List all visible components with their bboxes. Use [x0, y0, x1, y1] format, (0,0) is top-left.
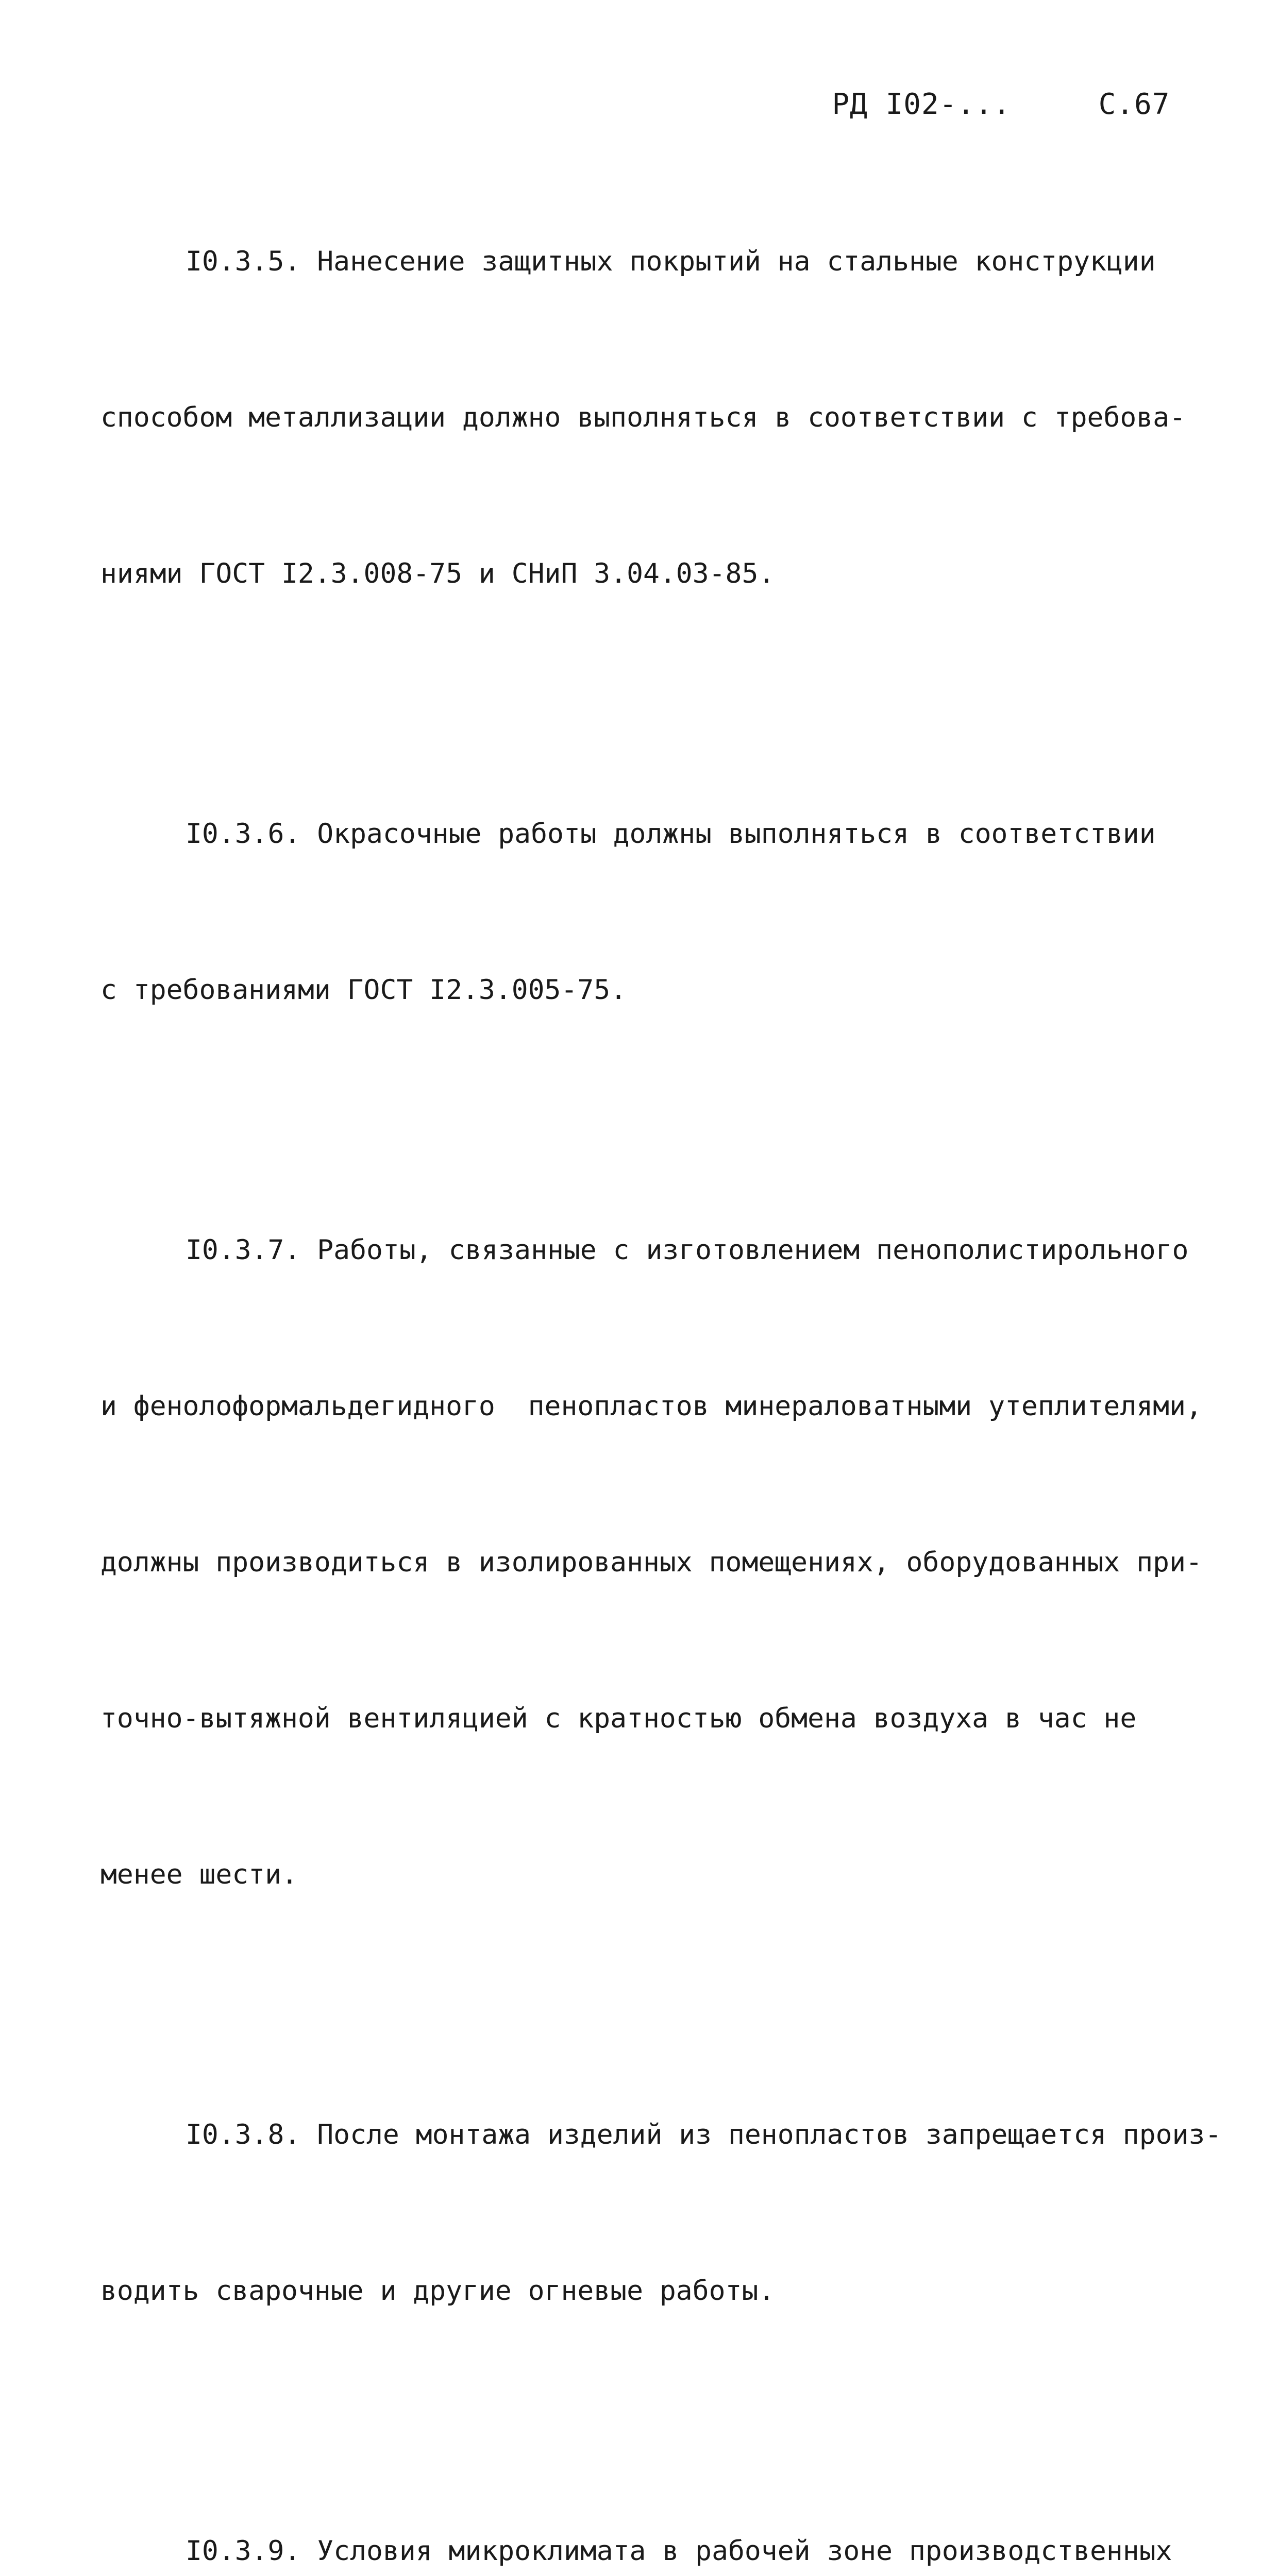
- text-line: ниями ГОСТ I2.3.008-75 и СНиП 3.04.03-85.: [100, 558, 775, 589]
- paragraph-10-3-5: [100, 131, 1196, 704]
- text-line: способом металлизации должно выполняться в соответствии с требова-: [100, 402, 1186, 433]
- paragraph-10-3-7: [100, 1120, 1202, 2005]
- text-line: точно-вытяжной вентиляцией с кратностью обмена воздуха в час не: [100, 1703, 1137, 1734]
- document-code: РД I02-...: [832, 88, 1011, 121]
- paragraph-10-3-8: [100, 2005, 1222, 2421]
- text-line: менее шести.: [100, 1859, 298, 1890]
- document-body: [100, 131, 1222, 2576]
- text-line: I0.3.5. Нанесение защитных покрытий на стальные конструкции: [186, 246, 1156, 277]
- page-header: [796, 54, 1170, 121]
- text-line: должны производиться в изолированных помещениях, оборудованных при-: [100, 1547, 1202, 1578]
- text-line: I0.3.6. Окрасочные работы должны выполняться в соответствии: [186, 818, 1156, 850]
- text-line: и фенолоформальдегидного пенопластов минераловатными утеплителями,: [100, 1391, 1202, 1422]
- page-number: С.67: [1098, 88, 1170, 121]
- text-line: I0.3.8. После монтажа изделий из пенопластов запрещается произ-: [186, 2119, 1222, 2150]
- paragraph-10-3-9: [100, 2421, 1196, 2576]
- text-line: I0.3.9. Условия микроклимата в рабочей зоне производственных: [186, 2535, 1172, 2567]
- text-line: I0.3.7. Работы, связанные с изготовлением пенополистирольного: [186, 1234, 1189, 1266]
- text-line: с требованиями ГОСТ I2.3.005-75.: [100, 974, 627, 1006]
- text-line: водить сварочные и другие огневые работы.: [100, 2275, 775, 2307]
- paragraph-10-3-6: [100, 704, 1196, 1120]
